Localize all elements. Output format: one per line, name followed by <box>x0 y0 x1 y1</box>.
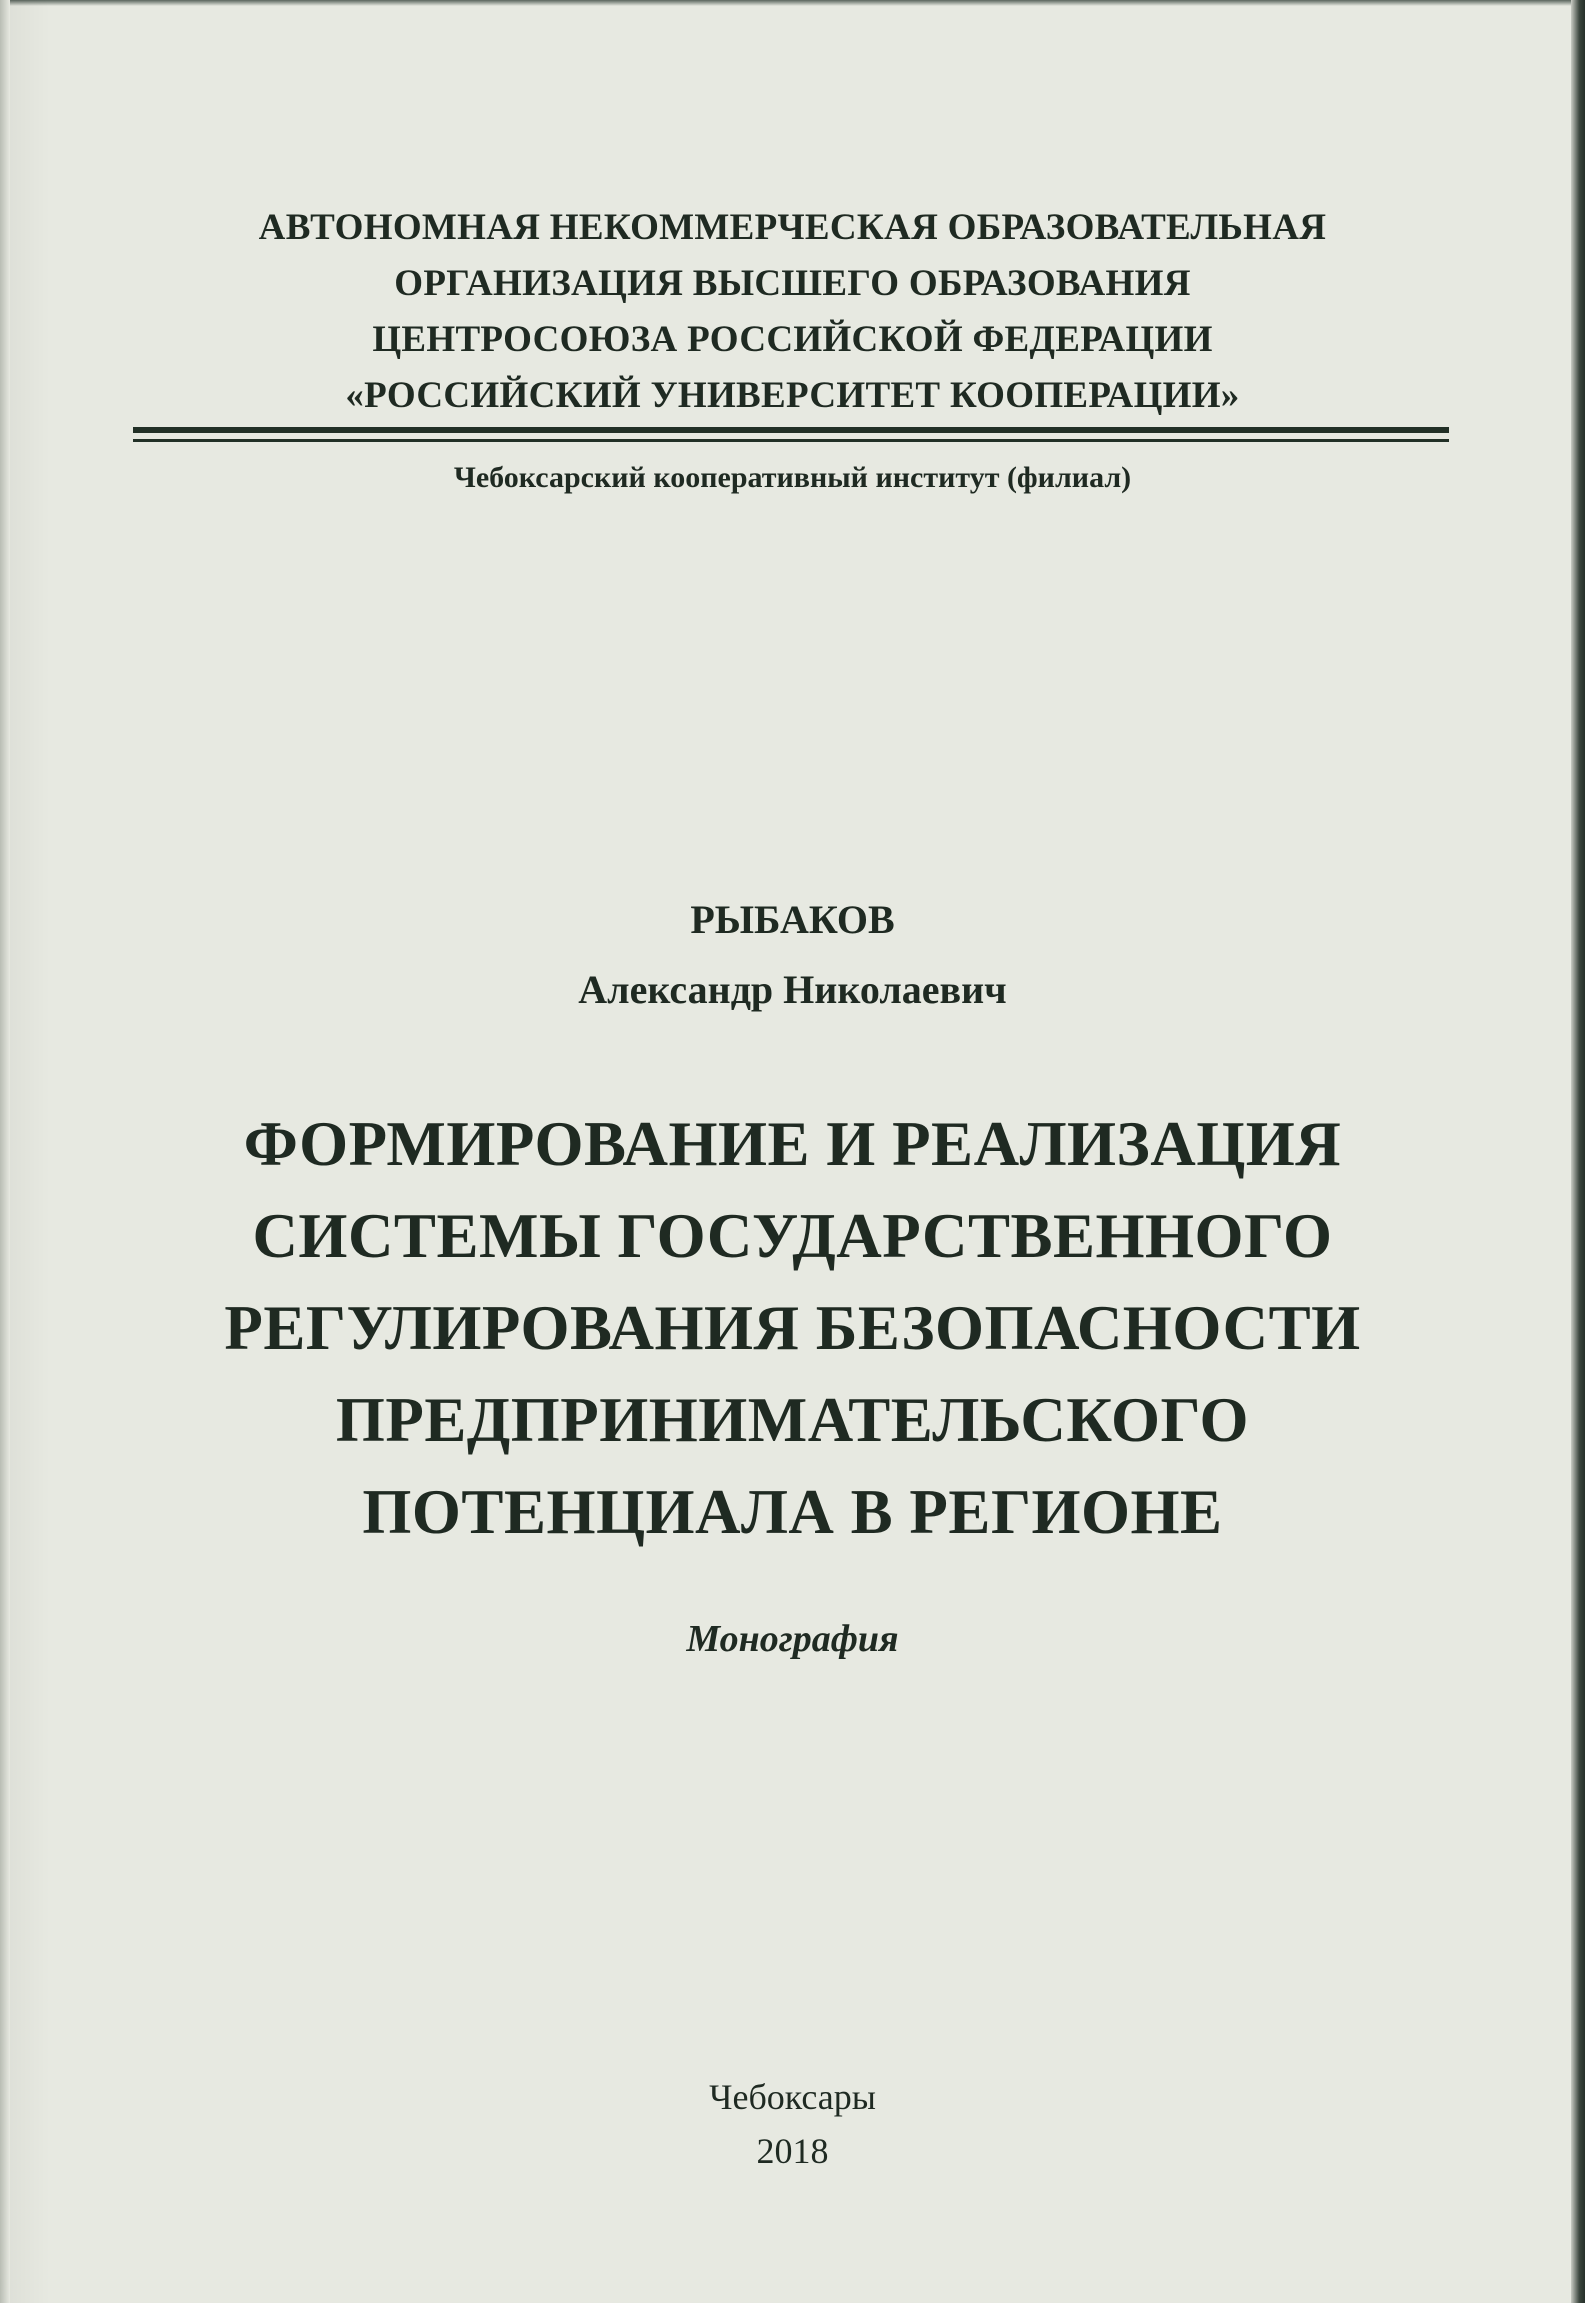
organization-header <box>0 200 1585 424</box>
header-divider-thin <box>133 439 1449 442</box>
branch-name: Чебоксарский кооперативный институт (филиал) <box>453 461 1132 494</box>
organization-line: ОРГАНИЗАЦИЯ ВЫСШЕГО ОБРАЗОВАНИЯ <box>394 263 1191 304</box>
genre-label: Монография <box>686 1618 899 1660</box>
organization-line: ЦЕНТРОСОЮЗА РОССИЙСКОЙ ФЕДЕРАЦИИ <box>372 319 1213 360</box>
title-line: ПОТЕНЦИАЛА В РЕГИОНЕ <box>362 1477 1223 1547</box>
header-divider-thick <box>133 427 1449 433</box>
imprint-city: Чебоксары <box>709 2077 876 2117</box>
organization-line: «РОССИЙСКИЙ УНИВЕРСИТЕТ КООПЕРАЦИИ» <box>345 375 1240 416</box>
author-name: Александр Николаевич <box>578 967 1007 1012</box>
organization-line: АВТОНОМНАЯ НЕКОММЕРЧЕСКАЯ ОБРАЗОВАТЕЛЬНАЯ <box>258 207 1327 248</box>
scan-edge-top <box>0 0 1585 6</box>
imprint-year: 2018 <box>756 2131 829 2171</box>
title-line: РЕГУЛИРОВАНИЯ БЕЗОПАСНОСТИ <box>224 1293 1361 1363</box>
title-line: ФОРМИРОВАНИЕ И РЕАЛИЗАЦИЯ <box>243 1109 1342 1179</box>
title-line: ПРЕДПРИНИМАТЕЛЬСКОГО <box>335 1385 1250 1455</box>
title-line: СИСТЕМЫ ГОСУДАРСТВЕННОГО <box>252 1201 1333 1271</box>
book-title <box>0 1098 1585 1558</box>
author-surname: РЫБАКОВ <box>690 897 895 942</box>
